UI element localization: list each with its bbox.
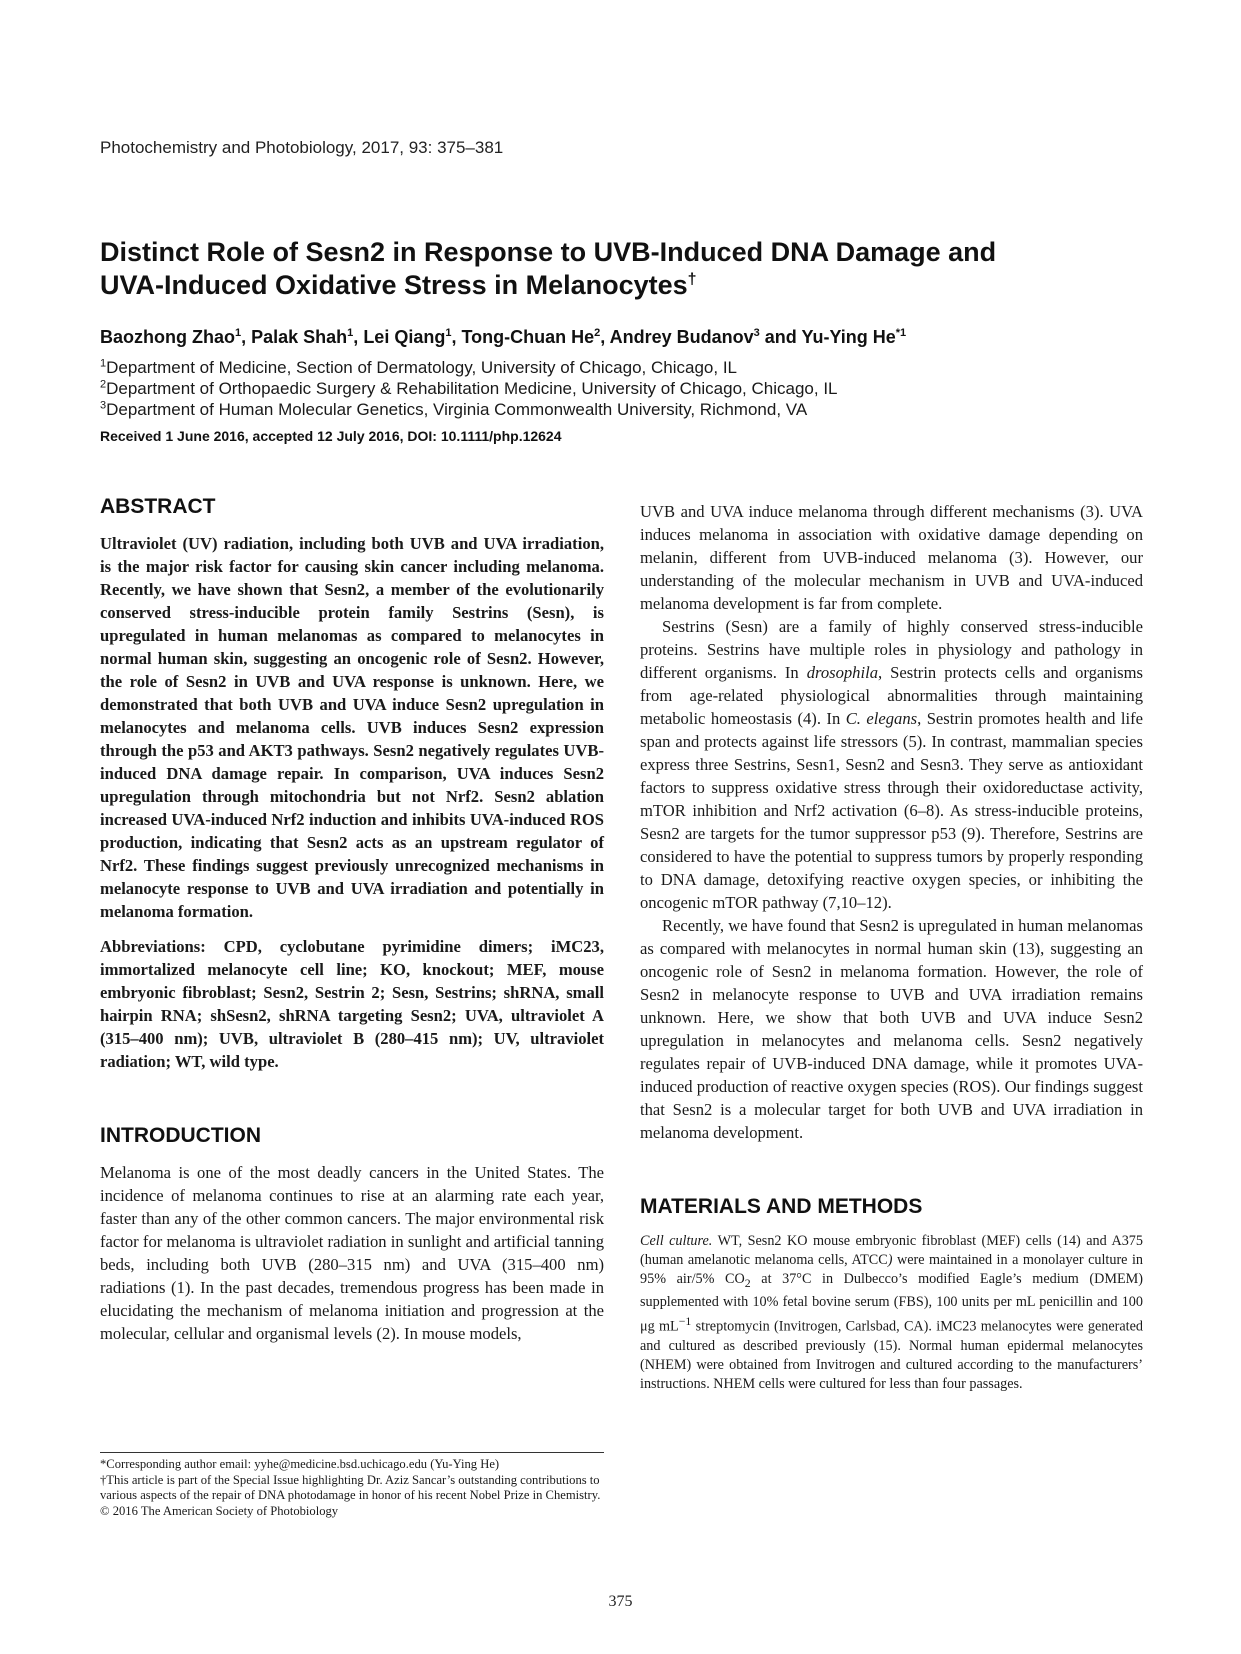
title-dagger-mark: † bbox=[687, 271, 697, 288]
received-dates-doi: Received 1 June 2016, accepted 12 July 2016, DOI: 10.1111/php.12624 bbox=[100, 428, 562, 444]
footnotes bbox=[100, 1452, 604, 1519]
abbreviations-text: Abbreviations: CPD, cyclobutane pyrimidine dimers; iMC23, immortalized melanocyte cell line; KO, knockout; MEF, mouse embryonic fibroblast; Sesn2, Sestrin 2; Sesn, Sestrins; shRNA, small hairpin RNA; shSesn2, shRNA targeting Sesn2; UVA, ultraviolet A (315–400 nm); UVB, ultraviolet B (280–415 nm); UV, ultraviolet radiation; WT, wild type. bbox=[100, 937, 604, 1071]
title-line-2 bbox=[100, 269, 1160, 302]
left-column bbox=[100, 494, 604, 1345]
page-number: 375 bbox=[608, 1593, 633, 1610]
title-line-1: Distinct Role of Sesn2 in Response to UVB-Induced DNA Damage and bbox=[100, 237, 997, 267]
author: Tong-Chuan He$^2$, bbox=[461, 327, 610, 347]
journal-citation: Photochemistry and Photobiology, 2017, 93: 375–381 bbox=[100, 138, 504, 157]
author: Yu-Ying He$^{*1}$ bbox=[801, 327, 907, 347]
author: Andrey Budanov$^3$ and bbox=[609, 327, 802, 347]
introduction-paragraph-1-continued: UVB and UVA induce melanoma through different mechanisms (3). UVA induces melanoma in association with oxidative damage depending on melanin, different from UVB-induced melanoma (3). However, our understanding of the molecular mechanism in UVB and UVA-induced melanoma development is far from complete. bbox=[640, 502, 1143, 613]
title-line-2-text: UVA-Induced Oxidative Stress in Melanocytes bbox=[100, 270, 688, 300]
author: Palak Shah$^1$, bbox=[251, 327, 364, 347]
abstract-text: Ultraviolet (UV) radiation, including both UVB and UVA irradiation, is the major risk factor for causing skin cancer including melanoma. Recently, we have shown that Sesn2, a member of the evolutionarily conserved stress-inducible protein family Sestrins (Sesn), is upregulated in human melanomas as compared to melanocytes in normal human skin, suggesting an oncogenic role of Sesn2. However, the role of Sesn2 in UVB and UVA response is unknown. Here, we demonstrated that both UVB and UVA induce Sesn2 upregulation in melanocytes and melanoma cells. UVB induces Sesn2 expression through the p53 and AKT3 pathways. Sesn2 negatively regulates UVB-induced DNA damage repair. In comparison, UVA induces Sesn2 upregulation through mitochondria but not Nrf2. Sesn2 ablation increased UVA-induced Nrf2 induction and inhibits UVA-induced ROS production, indicating that Sesn2 acts as an upstream regulator of Nrf2. These findings suggest previously unrecognized mechanisms in melanocyte response to UVB and UVA irradiation and potentially in melanoma formation. bbox=[100, 534, 604, 921]
methods-cell-culture-paragraph: Cell culture. WT, Sesn2 KO mouse embryonic fibroblast (MEF) cells (14) and A375 (human amelanotic melanoma cells, ATCC) were maintained in a monolayer culture in 95% air/5% $CO_2$ at 37°C in Dulbecco’s modified Eagle’s medium (DMEM) supplemented with 10% fetal bovine serum (FBS), 100 units per mL penicillin and 100 μg $mL^{-1}$ streptomycin (Invitrogen, Carlsbad, CA). iMC23 melanocytes were generated and cultured as described previously (15). Normal human epidermal melanocytes (NHEM) were obtained from Invitrogen and cultured according to the manufacturers’ instructions. NHEM cells were cultured for less than four passages. bbox=[640, 1233, 1143, 1392]
affiliation-list bbox=[100, 357, 838, 420]
author-list bbox=[100, 327, 906, 348]
affiliation: $^1$Department of Medicine, Section of Dermatology, University of Chicago, Chicago, IL bbox=[100, 357, 737, 377]
author: Lei Qiang$^1$, bbox=[363, 327, 462, 347]
special-issue-note: †This article is part of the Special Issue highlighting Dr. Aziz Sancar’s outstanding contributions to various aspects of the repair of DNA photodamage in honor of his recent Nobel Prize in Chemistry. bbox=[100, 1472, 601, 1502]
introduction-heading: INTRODUCTION bbox=[100, 1124, 261, 1147]
copyright-note: © 2016 The American Society of Photobiology bbox=[100, 1503, 339, 1518]
corresponding-author-note: *Corresponding author email: yyhe@medicine.bsd.uchicago.edu (Yu-Ying He) bbox=[100, 1457, 500, 1471]
introduction-paragraph-2: Sestrins (Sesn) are a family of highly conserved stress-inducible proteins. Sestrins have multiple roles in physiology and pathology in different organisms. In drosophila, Sestrin protects cells and organisms from age-related physiological abnormalities through maintaining metabolic homeostasis (4). In C. elegans, Sestrin promotes health and life span and protects against life stressors (5). In contrast, mammalian species express three Sestrins, Sesn1, Sesn2 and Sesn3. They serve as antioxidant factors to suppress oxidative stress through their oxidoreductase activity, mTOR inhibition and Nrf2 activation (6–8). As stress-inducible proteins, Sesn2 are targets for the tumor suppressor p53 (9). Therefore, Sestrins are considered to have the potential to suppress tumors by properly responding to DNA damage, detoxifying reactive oxygen species, or inhibiting the oncogenic mTOR pathway (7,10–12). bbox=[640, 617, 1144, 912]
methods-heading: MATERIALS AND METHODS bbox=[640, 1195, 923, 1218]
introduction-paragraph-3: Recently, we have found that Sesn2 is upregulated in human melanomas as compared with melanocytes in normal human skin (13), suggesting an oncogenic role of Sesn2 in melanoma formation. However, the role of Sesn2 in melanocyte response to UVB and UVA irradiation remains unknown. Here, we show that both UVB and UVA induce Sesn2 upregulation in melanocytes and melanoma cells. Sesn2 negatively regulates repair of UVB-induced DNA damage, while it promotes UVA-induced production of reactive oxygen species (ROS). Our findings suggest that Sesn2 is a molecular target for both UVB and UVA irradiation in melanoma development. bbox=[640, 916, 1143, 1142]
article-title bbox=[100, 236, 1160, 302]
right-column bbox=[640, 500, 1143, 1394]
abstract-heading: ABSTRACT bbox=[100, 495, 216, 518]
methods-subheading: Cell culture. bbox=[640, 1233, 713, 1249]
affiliation: $^3$Department of Human Molecular Genetics, Virginia Commonwealth University, Richmond, VA bbox=[100, 399, 808, 419]
introduction-paragraph-1: Melanoma is one of the most deadly cancers in the United States. The incidence of melanoma continues to rise at an alarming rate each year, faster than any of the other common cancers. The major environmental risk factor for melanoma is ultraviolet radiation in sunlight and artificial tanning beds, including both UVB (280–315 nm) and UVA (315–400 nm) radiations (1). In the past decades, tremendous progress has been made in elucidating the mechanism of melanoma initiation and progression at the molecular, cellular and organismal levels (2). In mouse models, bbox=[100, 1163, 604, 1343]
affiliation: $^2$Department of Orthopaedic Surgery & Rehabilitation Medicine, University of Chicago, Chicago, IL bbox=[100, 378, 838, 398]
author: Baozhong Zhao$^1$, bbox=[100, 327, 252, 347]
